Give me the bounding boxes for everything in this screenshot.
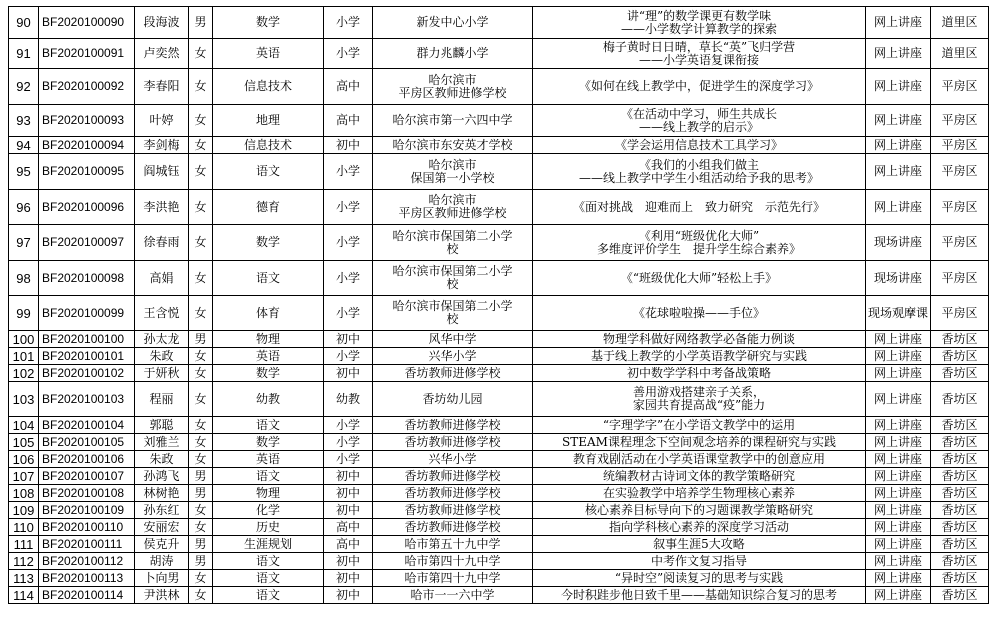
table-row — [9, 570, 989, 587]
cell-level: 初中 — [324, 502, 373, 519]
cell-gender: 女 — [189, 502, 213, 519]
cell-gender: 女 — [189, 451, 213, 468]
cell-district: 香坊区 — [931, 519, 989, 536]
cell-number: 112 — [9, 553, 39, 570]
cell-school: 哈市第四十九中学 — [373, 570, 533, 587]
cell-code: BF2020100093 — [39, 105, 135, 137]
cell-subject: 化学 — [213, 502, 324, 519]
table-row — [9, 365, 989, 382]
cell-level: 小学 — [324, 190, 373, 225]
cell-subject: 物理 — [213, 331, 324, 348]
cell-lecture-type: 网上讲座 — [866, 553, 931, 570]
cell-level: 高中 — [324, 105, 373, 137]
cell-number: 100 — [9, 331, 39, 348]
cell-code: BF2020100111 — [39, 536, 135, 553]
cell-level: 小学 — [324, 154, 373, 190]
cell-gender: 女 — [189, 105, 213, 137]
cell-lecture-type: 网上讲座 — [866, 7, 931, 39]
cell-topic: 《学会运用信息技术工具学习》 — [533, 137, 866, 154]
cell-gender: 男 — [189, 536, 213, 553]
cell-gender: 女 — [189, 382, 213, 417]
cell-topic: 《“班级优化大师”轻松上手》 — [533, 261, 866, 296]
cell-school: 新发中心小学 — [373, 7, 533, 39]
cell-topic: STEAM课程理念下空间观念培养的课程研究与实践 — [533, 434, 866, 451]
cell-district: 香坊区 — [931, 502, 989, 519]
cell-name: 李剑梅 — [135, 137, 189, 154]
cell-number: 98 — [9, 261, 39, 296]
cell-topic: 在实验教学中培养学生物理核心素养 — [533, 485, 866, 502]
cell-name: 孙东红 — [135, 502, 189, 519]
cell-district: 平房区 — [931, 69, 989, 105]
cell-level: 初中 — [324, 331, 373, 348]
cell-subject: 数学 — [213, 225, 324, 261]
cell-name: 侯克升 — [135, 536, 189, 553]
cell-school: 风华中学 — [373, 331, 533, 348]
cell-lecture-type: 网上讲座 — [866, 587, 931, 604]
cell-lecture-type: 网上讲座 — [866, 154, 931, 190]
cell-topic: 核心素养目标导向下的习题课教学策略研究 — [533, 502, 866, 519]
cell-topic: 统编教材古诗词文体的教学策略研究 — [533, 468, 866, 485]
cell-lecture-type: 网上讲座 — [866, 190, 931, 225]
cell-code: BF2020100096 — [39, 190, 135, 225]
cell-code: BF2020100103 — [39, 382, 135, 417]
cell-level: 小学 — [324, 39, 373, 69]
cell-subject: 历史 — [213, 519, 324, 536]
table-row — [9, 536, 989, 553]
cell-school: 哈尔滨市 平房区教师进修学校 — [373, 190, 533, 225]
cell-school: 哈尔滨市 平房区教师进修学校 — [373, 69, 533, 105]
cell-gender: 女 — [189, 69, 213, 105]
cell-code: BF2020100098 — [39, 261, 135, 296]
cell-code: BF2020100106 — [39, 451, 135, 468]
table-row — [9, 69, 989, 105]
cell-school: 香坊教师进修学校 — [373, 485, 533, 502]
cell-number: 107 — [9, 468, 39, 485]
table-body — [9, 7, 989, 604]
cell-name: 胡涛 — [135, 553, 189, 570]
table-row — [9, 7, 989, 39]
cell-level: 小学 — [324, 434, 373, 451]
table-row — [9, 331, 989, 348]
cell-district: 香坊区 — [931, 348, 989, 365]
cell-level: 小学 — [324, 451, 373, 468]
cell-name: 安丽宏 — [135, 519, 189, 536]
cell-topic: 讲“理”的数学课更有数学味 ——小学数学计算教学的探索 — [533, 7, 866, 39]
table-row — [9, 587, 989, 604]
cell-school: 哈尔滨市保国第二小学 校 — [373, 261, 533, 296]
cell-code: BF2020100095 — [39, 154, 135, 190]
lecture-table — [8, 6, 989, 604]
cell-code: BF2020100092 — [39, 69, 135, 105]
cell-name: 高娟 — [135, 261, 189, 296]
cell-name: 卜向男 — [135, 570, 189, 587]
cell-code: BF2020100113 — [39, 570, 135, 587]
table-row — [9, 468, 989, 485]
cell-district: 香坊区 — [931, 417, 989, 434]
cell-gender: 女 — [189, 225, 213, 261]
cell-lecture-type: 网上讲座 — [866, 417, 931, 434]
table-row — [9, 105, 989, 137]
cell-number: 94 — [9, 137, 39, 154]
cell-level: 初中 — [324, 468, 373, 485]
cell-school: 哈市第五十九中学 — [373, 536, 533, 553]
cell-subject: 数学 — [213, 7, 324, 39]
cell-code: BF2020100109 — [39, 502, 135, 519]
table-row — [9, 190, 989, 225]
cell-topic: 中考作文复习指导 — [533, 553, 866, 570]
cell-gender: 男 — [189, 468, 213, 485]
cell-gender: 男 — [189, 331, 213, 348]
cell-number: 110 — [9, 519, 39, 536]
cell-number: 91 — [9, 39, 39, 69]
cell-subject: 语文 — [213, 553, 324, 570]
cell-topic: 初中数学学科中考备战策略 — [533, 365, 866, 382]
cell-lecture-type: 现场讲座 — [866, 225, 931, 261]
cell-district: 平房区 — [931, 105, 989, 137]
cell-subject: 德育 — [213, 190, 324, 225]
cell-district: 香坊区 — [931, 382, 989, 417]
cell-gender: 女 — [189, 570, 213, 587]
cell-level: 初中 — [324, 365, 373, 382]
cell-gender: 女 — [189, 519, 213, 536]
cell-school: 哈市一一六中学 — [373, 587, 533, 604]
cell-name: 于妍秋 — [135, 365, 189, 382]
cell-topic: 教育戏剧活动在小学英语课堂教学中的创意应用 — [533, 451, 866, 468]
cell-name: 程丽 — [135, 382, 189, 417]
cell-number: 108 — [9, 485, 39, 502]
cell-level: 初中 — [324, 570, 373, 587]
cell-code: BF2020100102 — [39, 365, 135, 382]
cell-number: 111 — [9, 536, 39, 553]
cell-number: 104 — [9, 417, 39, 434]
cell-gender: 女 — [189, 190, 213, 225]
cell-lecture-type: 网上讲座 — [866, 570, 931, 587]
cell-gender: 女 — [189, 296, 213, 331]
cell-district: 香坊区 — [931, 468, 989, 485]
cell-code: BF2020100114 — [39, 587, 135, 604]
cell-school: 香坊教师进修学校 — [373, 365, 533, 382]
cell-subject: 物理 — [213, 485, 324, 502]
cell-gender: 女 — [189, 434, 213, 451]
table-row — [9, 154, 989, 190]
cell-lecture-type: 网上讲座 — [866, 105, 931, 137]
table-row — [9, 261, 989, 296]
cell-lecture-type: 网上讲座 — [866, 331, 931, 348]
cell-code: BF2020100107 — [39, 468, 135, 485]
cell-name: 李春阳 — [135, 69, 189, 105]
cell-lecture-type: 网上讲座 — [866, 69, 931, 105]
cell-number: 95 — [9, 154, 39, 190]
cell-name: 徐春雨 — [135, 225, 189, 261]
cell-topic: 梅子黄时日日晴，草长“英”飞归学营 ——小学英语复课衔接 — [533, 39, 866, 69]
cell-district: 香坊区 — [931, 587, 989, 604]
cell-level: 小学 — [324, 348, 373, 365]
cell-district: 道里区 — [931, 39, 989, 69]
cell-gender: 女 — [189, 137, 213, 154]
cell-lecture-type: 现场观摩课 — [866, 296, 931, 331]
cell-subject: 数学 — [213, 434, 324, 451]
cell-school: 兴华小学 — [373, 451, 533, 468]
cell-number: 114 — [9, 587, 39, 604]
cell-number: 105 — [9, 434, 39, 451]
cell-school: 香坊教师进修学校 — [373, 468, 533, 485]
cell-lecture-type: 现场讲座 — [866, 261, 931, 296]
cell-name: 朱政 — [135, 348, 189, 365]
cell-lecture-type: 网上讲座 — [866, 434, 931, 451]
cell-topic: 《如何在线上教学中，促进学生的深度学习》 — [533, 69, 866, 105]
cell-school: 哈尔滨市保国第二小学 校 — [373, 296, 533, 331]
cell-topic: 《在活动中学习，师生共成长 ——线上教学的启示》 — [533, 105, 866, 137]
cell-lecture-type: 网上讲座 — [866, 536, 931, 553]
cell-name: 孙鸿飞 — [135, 468, 189, 485]
cell-subject: 信息技术 — [213, 69, 324, 105]
cell-district: 平房区 — [931, 296, 989, 331]
cell-name: 阎城钰 — [135, 154, 189, 190]
cell-number: 109 — [9, 502, 39, 519]
cell-district: 香坊区 — [931, 536, 989, 553]
cell-school: 哈尔滨市东安英才学校 — [373, 137, 533, 154]
table-row — [9, 225, 989, 261]
cell-lecture-type: 网上讲座 — [866, 39, 931, 69]
cell-number: 106 — [9, 451, 39, 468]
cell-lecture-type: 网上讲座 — [866, 485, 931, 502]
cell-gender: 女 — [189, 154, 213, 190]
cell-level: 小学 — [324, 225, 373, 261]
cell-gender: 女 — [189, 587, 213, 604]
cell-district: 平房区 — [931, 190, 989, 225]
cell-topic: 今时积跬步他日致千里——基础知识综合复习的思考 — [533, 587, 866, 604]
cell-topic: “字理学字”在小学语文教学中的运用 — [533, 417, 866, 434]
cell-number: 99 — [9, 296, 39, 331]
table-row — [9, 382, 989, 417]
cell-name: 王含悦 — [135, 296, 189, 331]
cell-subject: 数学 — [213, 365, 324, 382]
cell-district: 香坊区 — [931, 331, 989, 348]
cell-gender: 女 — [189, 39, 213, 69]
cell-subject: 地理 — [213, 105, 324, 137]
cell-school: 香坊幼儿园 — [373, 382, 533, 417]
cell-lecture-type: 网上讲座 — [866, 468, 931, 485]
cell-level: 幼教 — [324, 382, 373, 417]
cell-district: 平房区 — [931, 261, 989, 296]
cell-district: 香坊区 — [931, 485, 989, 502]
cell-level: 初中 — [324, 137, 373, 154]
cell-name: 林树艳 — [135, 485, 189, 502]
cell-code: BF2020100091 — [39, 39, 135, 69]
table-row — [9, 417, 989, 434]
table-row — [9, 502, 989, 519]
cell-district: 平房区 — [931, 154, 989, 190]
cell-name: 李洪艳 — [135, 190, 189, 225]
cell-school: 香坊教师进修学校 — [373, 434, 533, 451]
cell-gender: 女 — [189, 365, 213, 382]
cell-number: 103 — [9, 382, 39, 417]
table-row — [9, 451, 989, 468]
cell-name: 尹洪林 — [135, 587, 189, 604]
cell-level: 初中 — [324, 553, 373, 570]
cell-code: BF2020100108 — [39, 485, 135, 502]
cell-number: 96 — [9, 190, 39, 225]
cell-name: 卢奕然 — [135, 39, 189, 69]
cell-subject: 英语 — [213, 348, 324, 365]
cell-subject: 语文 — [213, 468, 324, 485]
cell-name: 朱政 — [135, 451, 189, 468]
cell-name: 郭聪 — [135, 417, 189, 434]
cell-subject: 体育 — [213, 296, 324, 331]
cell-district: 香坊区 — [931, 365, 989, 382]
cell-number: 92 — [9, 69, 39, 105]
cell-district: 香坊区 — [931, 570, 989, 587]
cell-topic: “异时空”阅读复习的思考与实践 — [533, 570, 866, 587]
cell-level: 小学 — [324, 7, 373, 39]
cell-name: 刘雅兰 — [135, 434, 189, 451]
cell-district: 道里区 — [931, 7, 989, 39]
cell-number: 101 — [9, 348, 39, 365]
cell-school: 香坊教师进修学校 — [373, 417, 533, 434]
cell-number: 113 — [9, 570, 39, 587]
cell-name: 段海波 — [135, 7, 189, 39]
cell-school: 哈尔滨市第一六四中学 — [373, 105, 533, 137]
cell-school: 哈市第四十九中学 — [373, 553, 533, 570]
cell-level: 小学 — [324, 296, 373, 331]
cell-code: BF2020100112 — [39, 553, 135, 570]
cell-subject: 语文 — [213, 570, 324, 587]
cell-level: 初中 — [324, 485, 373, 502]
table-row — [9, 485, 989, 502]
cell-name: 孙太龙 — [135, 331, 189, 348]
cell-subject: 语文 — [213, 261, 324, 296]
cell-name: 叶婷 — [135, 105, 189, 137]
cell-topic: 《面对挑战 迎难而上 致力研究 示范先行》 — [533, 190, 866, 225]
cell-district: 平房区 — [931, 225, 989, 261]
cell-subject: 英语 — [213, 39, 324, 69]
cell-number: 90 — [9, 7, 39, 39]
cell-topic: 物理学科做好网络教学必备能力例谈 — [533, 331, 866, 348]
cell-gender: 女 — [189, 417, 213, 434]
cell-school: 哈尔滨市 保国第一小学校 — [373, 154, 533, 190]
cell-school: 兴华小学 — [373, 348, 533, 365]
cell-subject: 英语 — [213, 451, 324, 468]
cell-code: BF2020100101 — [39, 348, 135, 365]
cell-school: 哈尔滨市保国第二小学 校 — [373, 225, 533, 261]
cell-number: 102 — [9, 365, 39, 382]
table-row — [9, 39, 989, 69]
cell-code: BF2020100097 — [39, 225, 135, 261]
cell-gender: 男 — [189, 553, 213, 570]
cell-lecture-type: 网上讲座 — [866, 519, 931, 536]
cell-school: 群力兆麟小学 — [373, 39, 533, 69]
cell-level: 高中 — [324, 69, 373, 105]
cell-code: BF2020100110 — [39, 519, 135, 536]
cell-code: BF2020100100 — [39, 331, 135, 348]
table-row — [9, 434, 989, 451]
cell-lecture-type: 网上讲座 — [866, 502, 931, 519]
cell-district: 香坊区 — [931, 451, 989, 468]
table-row — [9, 137, 989, 154]
cell-topic: 善用游戏搭建亲子关系， 家园共育提高战“疫”能力 — [533, 382, 866, 417]
cell-school: 香坊教师进修学校 — [373, 519, 533, 536]
cell-lecture-type: 网上讲座 — [866, 365, 931, 382]
cell-level: 小学 — [324, 261, 373, 296]
cell-school: 香坊教师进修学校 — [373, 502, 533, 519]
cell-level: 高中 — [324, 519, 373, 536]
cell-lecture-type: 网上讲座 — [866, 382, 931, 417]
cell-lecture-type: 网上讲座 — [866, 451, 931, 468]
cell-topic: 《花球啦啦操——手位》 — [533, 296, 866, 331]
cell-lecture-type: 网上讲座 — [866, 348, 931, 365]
cell-subject: 幼教 — [213, 382, 324, 417]
cell-code: BF2020100094 — [39, 137, 135, 154]
cell-topic: 基于线上教学的小学英语教学研究与实践 — [533, 348, 866, 365]
cell-topic: 叙事生涯5大攻略 — [533, 536, 866, 553]
cell-district: 香坊区 — [931, 434, 989, 451]
cell-lecture-type: 网上讲座 — [866, 137, 931, 154]
cell-subject: 生涯规划 — [213, 536, 324, 553]
cell-district: 香坊区 — [931, 553, 989, 570]
table-row — [9, 553, 989, 570]
cell-level: 小学 — [324, 417, 373, 434]
cell-subject: 语文 — [213, 587, 324, 604]
cell-code: BF2020100105 — [39, 434, 135, 451]
cell-code: BF2020100090 — [39, 7, 135, 39]
cell-gender: 男 — [189, 7, 213, 39]
table-row — [9, 519, 989, 536]
cell-level: 初中 — [324, 587, 373, 604]
cell-subject: 语文 — [213, 154, 324, 190]
cell-topic: 指向学科核心素养的深度学习活动 — [533, 519, 866, 536]
cell-gender: 女 — [189, 348, 213, 365]
cell-district: 平房区 — [931, 137, 989, 154]
cell-number: 97 — [9, 225, 39, 261]
cell-subject: 信息技术 — [213, 137, 324, 154]
cell-code: BF2020100099 — [39, 296, 135, 331]
cell-subject: 语文 — [213, 417, 324, 434]
table-row — [9, 296, 989, 331]
cell-topic: 《利用“班级优化大师” 多维度评价学生 提升学生综合素养》 — [533, 225, 866, 261]
table-row — [9, 348, 989, 365]
cell-gender: 男 — [189, 485, 213, 502]
cell-level: 高中 — [324, 536, 373, 553]
cell-topic: 《我们的小组我们做主 ——线上教学中学生小组活动给予我的思考》 — [533, 154, 866, 190]
cell-gender: 女 — [189, 261, 213, 296]
cell-code: BF2020100104 — [39, 417, 135, 434]
cell-number: 93 — [9, 105, 39, 137]
